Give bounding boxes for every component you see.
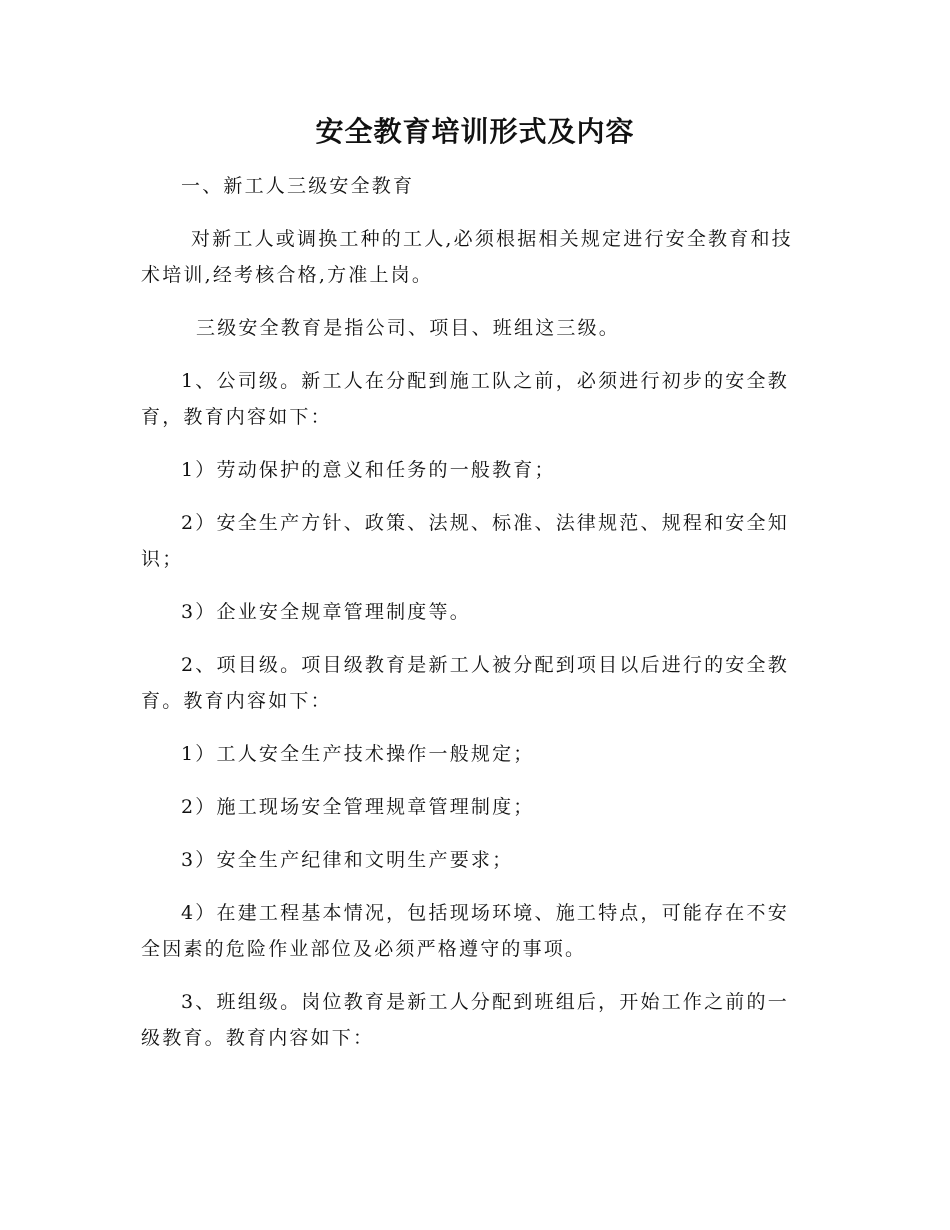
list-item: 4）在建工程基本情况，包括现场环境、施工特点，可能存在不安全因素的危险作业部位及必须严格遵守的事项。	[141, 902, 789, 960]
paragraph-three-levels: 三级安全教育是指公司、项目、班组这三级。	[196, 317, 621, 339]
paragraph-intro: 对新工人或调换工种的工人,必须根据相关规定进行安全教育和技术培训,经考核合格,方准上岗。	[141, 228, 793, 286]
paragraph-project-level: 2、项目级。项目级教育是新工人被分配到项目以后进行的安全教育。教育内容如下：	[141, 654, 789, 712]
list-item: 1）劳动保护的意义和任务的一般教育；	[181, 459, 556, 481]
paragraph-company-level: 1、公司级。新工人在分配到施工队之前，必须进行初步的安全教育，教育内容如下：	[141, 370, 789, 428]
document-title: 安全教育培训形式及内容	[315, 115, 635, 148]
list-item: 3）安全生产纪律和文明生产要求；	[181, 849, 514, 871]
section-heading: 一、新工人三级安全教育	[181, 175, 415, 197]
document-body	[141, 168, 809, 1073]
list-item: 3）企业安全规章管理制度等。	[181, 601, 471, 623]
list-item: 2）施工现场安全管理规章管理制度；	[181, 796, 535, 818]
list-item: 2）安全生产方针、政策、法规、标准、法律规范、规程和安全知识；	[141, 512, 789, 570]
list-item: 1）工人安全生产技术操作一般规定；	[181, 743, 535, 765]
paragraph-team-level: 3、班组级。岗位教育是新工人分配到班组后，开始工作之前的一级教育。教育内容如下：	[141, 991, 789, 1049]
